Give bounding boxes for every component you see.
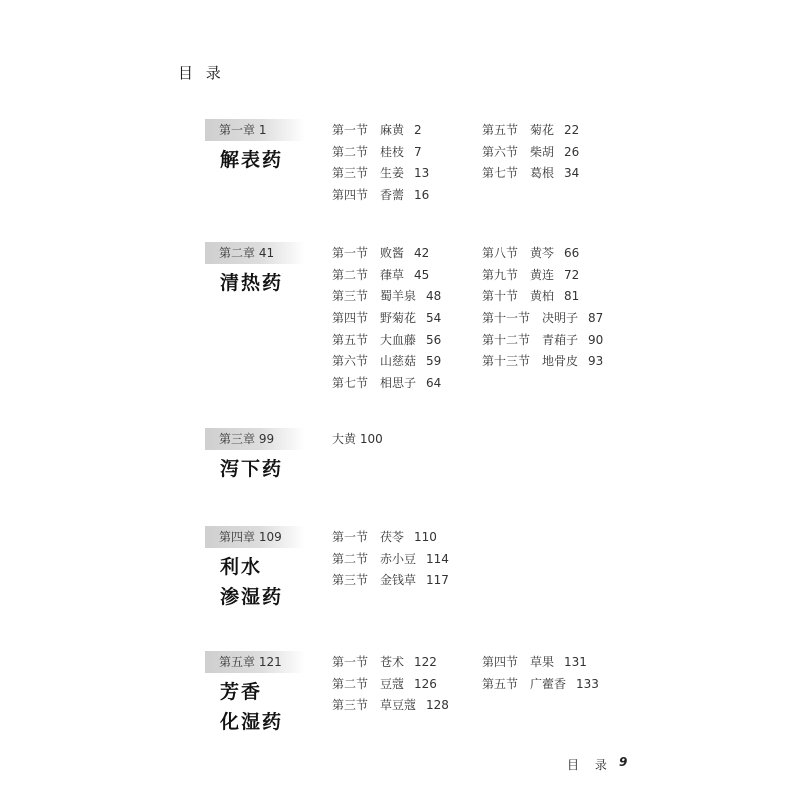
page-number: 34: [564, 166, 580, 181]
page-number: 13: [414, 166, 430, 181]
herb-name: 草果: [530, 655, 555, 669]
section-number: 第四节: [332, 188, 369, 203]
chapter-title: [220, 454, 283, 484]
herb-name: 草豆蔻: [380, 698, 417, 713]
toc-entry[interactable]: [332, 351, 441, 373]
page-number: 122: [414, 655, 437, 669]
toc-entry[interactable]: [332, 185, 429, 207]
chapter-title: [220, 677, 283, 737]
page-number: 133: [576, 676, 599, 691]
section-number: 第十节: [482, 289, 519, 304]
page-number: 72: [564, 267, 580, 282]
page-number: 2: [414, 123, 422, 137]
herb-name: 葛根: [530, 166, 555, 181]
section-column-left: [332, 527, 449, 592]
section-column-right: [482, 652, 599, 695]
herb-name: 赤小豆: [380, 551, 417, 566]
toc-entry[interactable]: [332, 330, 441, 352]
toc-entry[interactable]: [332, 373, 441, 395]
toc-entry[interactable]: [332, 695, 449, 717]
section-number: 第五节: [332, 332, 369, 347]
page-number: 66: [564, 246, 580, 260]
page-number: 126: [414, 676, 437, 691]
section-number: 第一节: [332, 246, 369, 260]
herb-name: 广藿香: [530, 676, 567, 691]
page-number: 128: [426, 698, 449, 713]
herb-name: 大血藤: [380, 332, 417, 347]
page-heading: 目 录: [178, 64, 225, 82]
herb-name: 菊花: [530, 123, 555, 137]
toc-entry[interactable]: [482, 163, 579, 185]
chapter-title: [220, 268, 283, 298]
toc-entry[interactable]: [482, 265, 603, 287]
page-number: 54: [426, 311, 442, 326]
herb-name: 豆蔻: [380, 676, 405, 691]
toc-entry[interactable]: [332, 265, 441, 287]
section-number: 第三节: [332, 166, 369, 181]
toc-entry[interactable]: [332, 308, 441, 330]
footer-title: 目 录: [567, 758, 613, 772]
herb-name: 决明子: [542, 311, 579, 326]
page-number: 22: [564, 123, 580, 137]
section-number: 第六节: [482, 144, 519, 159]
herb-name: 香薷: [380, 188, 405, 203]
toc-entry[interactable]: [332, 549, 449, 571]
toc-entry[interactable]: [332, 286, 441, 308]
toc-entry[interactable]: [482, 652, 599, 674]
toc-entry[interactable]: [332, 163, 429, 185]
herb-name: 败酱: [380, 246, 405, 260]
page-number: 110: [414, 530, 437, 544]
page-number: 81: [564, 289, 580, 304]
herb-name: 野菊花: [380, 311, 417, 326]
toc-entry[interactable]: [482, 120, 579, 142]
toc-entry[interactable]: [332, 674, 449, 696]
section-column-right: [482, 120, 579, 185]
toc-entry[interactable]: [332, 243, 441, 265]
section-number: 第三节: [332, 573, 369, 588]
section-number: 第一节: [332, 123, 369, 137]
toc-entry[interactable]: [482, 243, 603, 265]
toc-entry[interactable]: [332, 570, 449, 592]
page-number: 45: [414, 267, 430, 282]
chapter-title-line: 化湿药: [220, 711, 284, 733]
page-number: 93: [588, 354, 604, 369]
chapter-title: [220, 145, 283, 175]
toc-entry[interactable]: 大黄 100: [332, 432, 383, 446]
herb-name: 相思子: [380, 376, 417, 391]
chapter-label: 第五章 121: [205, 651, 305, 673]
page-number: 7: [414, 144, 422, 159]
section-column-left: [332, 120, 429, 207]
herb-name: 地骨皮: [542, 354, 579, 369]
toc-entry[interactable]: [482, 351, 603, 373]
herb-name: 山慈菇: [380, 354, 417, 369]
toc-entry[interactable]: [332, 120, 429, 142]
herb-name: 柴胡: [530, 144, 555, 159]
herb-name: 茯苓: [380, 530, 405, 544]
chapter-label: 第二章 41: [205, 242, 305, 264]
herb-name: 金钱草: [380, 573, 417, 588]
page-number: 42: [414, 246, 430, 260]
page-number: 131: [564, 655, 587, 669]
toc-entry[interactable]: [482, 330, 603, 352]
section-number: 第三节: [332, 698, 369, 713]
chapter-title-line: 清热药: [220, 272, 284, 294]
chapter-title: [220, 552, 283, 612]
herb-name: 葎草: [380, 267, 405, 282]
toc-entry[interactable]: [482, 286, 603, 308]
section-number: 第一节: [332, 530, 369, 544]
toc-entry[interactable]: [332, 652, 449, 674]
page-number: 26: [564, 144, 580, 159]
section-number: 第七节: [482, 166, 519, 181]
section-number: 第十三节: [482, 354, 531, 369]
herb-name: 苍术: [380, 655, 405, 669]
section-number: 第二节: [332, 267, 369, 282]
toc-entry[interactable]: [332, 142, 429, 164]
section-column-left: [332, 243, 441, 395]
herb-name: 黄芩: [530, 246, 555, 260]
page-number: 117: [426, 573, 449, 588]
section-number: 第一节: [332, 655, 369, 669]
toc-entry[interactable]: [482, 142, 579, 164]
toc-entry[interactable]: [482, 674, 599, 696]
section-number: 第十一节: [482, 311, 531, 326]
section-column-left: [332, 652, 449, 717]
section-number: 第六节: [332, 354, 369, 369]
page-number: 64: [426, 376, 442, 391]
section-number: 第五节: [482, 123, 519, 137]
chapter-title-line: 渗湿药: [220, 586, 284, 608]
herb-name: 黄柏: [530, 289, 555, 304]
toc-entry[interactable]: [332, 527, 449, 549]
chapter-label: 第一章 1: [205, 119, 305, 141]
chapter-label: 第四章 109: [205, 526, 305, 548]
section-number: 第五节: [482, 676, 519, 691]
page-number: 90: [588, 332, 604, 347]
chapter-title-line: 芳香: [220, 681, 263, 703]
page-number: 87: [588, 311, 604, 326]
section-number: 第四节: [332, 311, 369, 326]
section-number: 第九节: [482, 267, 519, 282]
section-number: 第二节: [332, 551, 369, 566]
footer-page-number: 9: [619, 755, 628, 769]
herb-name: 黄连: [530, 267, 555, 282]
section-number: 第二节: [332, 144, 369, 159]
section-number: 第四节: [482, 655, 519, 669]
toc-entry[interactable]: [482, 308, 603, 330]
section-column-right: [482, 243, 603, 373]
section-number: 第十二节: [482, 332, 531, 347]
herb-name: 蜀羊泉: [380, 289, 417, 304]
section-number: 第三节: [332, 289, 369, 304]
chapter-label: 第三章 99: [205, 428, 305, 450]
herb-name: 青葙子: [542, 332, 579, 347]
section-number: 第二节: [332, 676, 369, 691]
chapter-title-line: 利水: [220, 556, 263, 578]
chapter-title-line: 解表药: [220, 149, 284, 171]
page-number: 48: [426, 289, 442, 304]
chapter-title-line: 泻下药: [220, 458, 284, 480]
page-number: 16: [414, 188, 430, 203]
section-number: 第八节: [482, 246, 519, 260]
page-number: 114: [426, 551, 449, 566]
page-number: 59: [426, 354, 442, 369]
herb-name: 麻黄: [380, 123, 405, 137]
herb-name: 桂枝: [380, 144, 405, 159]
herb-name: 生姜: [380, 166, 405, 181]
page-number: 56: [426, 332, 442, 347]
section-number: 第七节: [332, 376, 369, 391]
